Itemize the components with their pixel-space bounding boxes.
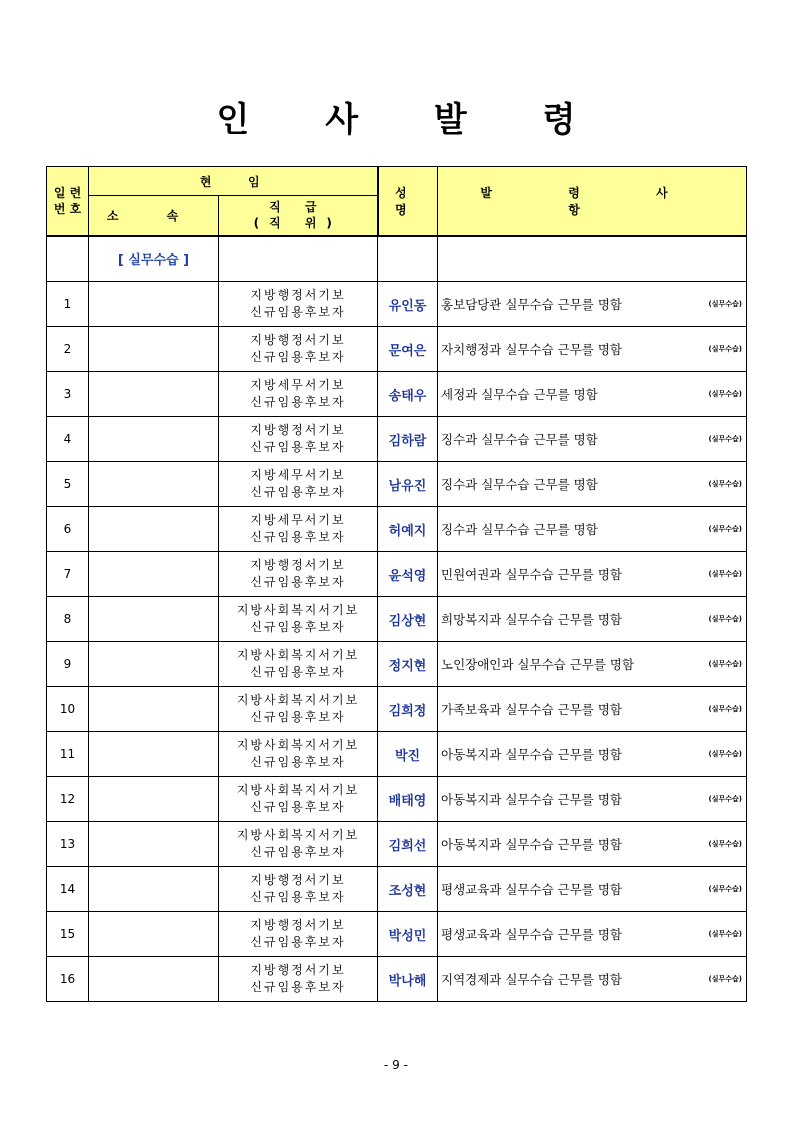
row-serial-number: 6 xyxy=(47,507,89,552)
row-department xyxy=(89,957,219,1002)
row-name: 박진 xyxy=(378,732,438,777)
row-rank-line1: 지방세무서기보 xyxy=(250,468,346,482)
row-department xyxy=(89,417,219,462)
row-order-badge: (실무수습) xyxy=(708,930,742,938)
row-serial-number: 4 xyxy=(47,417,89,462)
row-order-text: 홍보담당관 실무수습 근무를 명함 xyxy=(441,297,622,312)
row-order xyxy=(438,462,747,507)
row-serial-number: 1 xyxy=(47,282,89,327)
row-department xyxy=(89,867,219,912)
row-serial-number: 14 xyxy=(47,867,89,912)
row-name: 박성민 xyxy=(378,912,438,957)
row-serial-number: 9 xyxy=(47,642,89,687)
row-rank-line1: 지방사회복지서기보 xyxy=(236,648,360,662)
row-order-text: 가족보육과 실무수습 근무를 명함 xyxy=(441,702,622,717)
row-order xyxy=(438,282,747,327)
table-row xyxy=(47,732,747,777)
row-rank-line1: 지방행정서기보 xyxy=(250,873,346,887)
row-rank xyxy=(219,327,378,372)
row-order xyxy=(438,732,747,777)
row-serial-number: 15 xyxy=(47,912,89,957)
table-row xyxy=(47,687,747,732)
row-order-badge: (실무수습) xyxy=(708,660,742,668)
row-rank-line2: 신규임용후보자 xyxy=(250,890,346,904)
row-serial-number: 5 xyxy=(47,462,89,507)
row-order-badge: (실무수습) xyxy=(708,300,742,308)
row-rank xyxy=(219,957,378,1002)
row-order-text: 징수과 실무수습 근무를 명함 xyxy=(441,522,598,537)
row-name: 김희선 xyxy=(378,822,438,867)
row-rank xyxy=(219,687,378,732)
row-name: 조성현 xyxy=(378,867,438,912)
row-rank xyxy=(219,822,378,867)
row-order-text: 징수과 실무수습 근무를 명함 xyxy=(441,477,598,492)
row-rank-line1: 지방행정서기보 xyxy=(250,423,346,437)
row-rank xyxy=(219,282,378,327)
row-rank xyxy=(219,642,378,687)
row-order-badge: (실무수습) xyxy=(708,615,742,623)
personnel-table xyxy=(46,166,747,1002)
row-order-text: 평생교육과 실무수습 근무를 명함 xyxy=(441,927,622,942)
row-department xyxy=(89,282,219,327)
row-rank-line1: 지방행정서기보 xyxy=(250,288,346,302)
row-rank xyxy=(219,417,378,462)
row-order-badge: (실무수습) xyxy=(708,480,742,488)
document-title: 인 사 발 령 xyxy=(216,100,608,140)
row-rank-line2: 신규임용후보자 xyxy=(250,845,346,859)
row-name: 김상현 xyxy=(378,597,438,642)
row-serial-number: 13 xyxy=(47,822,89,867)
row-department xyxy=(89,912,219,957)
row-serial-number: 10 xyxy=(47,687,89,732)
row-department xyxy=(89,462,219,507)
row-rank xyxy=(219,867,378,912)
row-serial-number: 3 xyxy=(47,372,89,417)
row-name: 문여은 xyxy=(378,327,438,372)
row-name: 유인동 xyxy=(378,282,438,327)
row-department xyxy=(89,642,219,687)
row-rank-line1: 지방사회복지서기보 xyxy=(236,603,360,617)
row-serial-number: 2 xyxy=(47,327,89,372)
row-serial-number: 16 xyxy=(47,957,89,1002)
row-order xyxy=(438,687,747,732)
row-name: 허예지 xyxy=(378,507,438,552)
row-order xyxy=(438,372,747,417)
row-rank-line2: 신규임용후보자 xyxy=(250,800,346,814)
row-rank-line2: 신규임용후보자 xyxy=(250,305,346,319)
row-rank-line1: 지방사회복지서기보 xyxy=(236,738,360,752)
row-department xyxy=(89,777,219,822)
row-order-badge: (실무수습) xyxy=(708,390,742,398)
row-department xyxy=(89,372,219,417)
row-order xyxy=(438,912,747,957)
row-rank-line1: 지방행정서기보 xyxy=(250,558,346,572)
row-rank-line1: 지방사회복지서기보 xyxy=(236,828,360,842)
header-serial-number-text: 일 련 번 호 xyxy=(53,185,82,216)
row-order xyxy=(438,822,747,867)
table-row xyxy=(47,957,747,1002)
row-name: 김하람 xyxy=(378,417,438,462)
table-row xyxy=(47,552,747,597)
row-order-text: 민원여권과 실무수습 근무를 명함 xyxy=(441,567,622,582)
row-order xyxy=(438,957,747,1002)
section-order-cell xyxy=(438,236,747,282)
header-serial-number xyxy=(47,167,89,236)
row-rank-line2: 신규임용후보자 xyxy=(250,485,346,499)
row-department xyxy=(89,687,219,732)
row-department xyxy=(89,327,219,372)
row-order-badge: (실무수습) xyxy=(708,525,742,533)
row-rank-line2: 신규임용후보자 xyxy=(250,980,346,994)
page-number: - 9 - xyxy=(384,1058,408,1072)
row-order-badge: (실무수습) xyxy=(708,840,742,848)
row-rank-line2: 신규임용후보자 xyxy=(250,530,346,544)
row-order-text: 희망복지과 실무수습 근무를 명함 xyxy=(441,612,622,627)
row-name: 김희정 xyxy=(378,687,438,732)
row-rank-line2: 신규임용후보자 xyxy=(250,665,346,679)
row-rank-line1: 지방행정서기보 xyxy=(250,333,346,347)
row-order-text: 자치행정과 실무수습 근무를 명함 xyxy=(441,342,622,357)
row-order-text: 징수과 실무수습 근무를 명함 xyxy=(441,432,598,447)
section-name-cell xyxy=(378,236,438,282)
row-department xyxy=(89,597,219,642)
row-name: 송태우 xyxy=(378,372,438,417)
row-rank-line1: 지방세무서기보 xyxy=(250,378,346,392)
row-order-badge: (실무수습) xyxy=(708,345,742,353)
row-name: 남유진 xyxy=(378,462,438,507)
table-row xyxy=(47,597,747,642)
row-rank-line2: 신규임용후보자 xyxy=(250,620,346,634)
row-rank-line1: 지방세무서기보 xyxy=(250,513,346,527)
row-order xyxy=(438,597,747,642)
table-row xyxy=(47,282,747,327)
row-rank-line2: 신규임용후보자 xyxy=(250,710,346,724)
table-row xyxy=(47,867,747,912)
header-order: 발 령 사 항 xyxy=(438,167,747,236)
table-row xyxy=(47,462,747,507)
header-rank-text: 직 급 (직 위) xyxy=(253,200,342,231)
table-row xyxy=(47,417,747,462)
header-current-position: 현 임 xyxy=(89,167,378,196)
row-serial-number: 11 xyxy=(47,732,89,777)
row-order-text: 지역경제과 실무수습 근무를 명함 xyxy=(441,972,622,987)
row-order-badge: (실무수습) xyxy=(708,795,742,803)
table-row xyxy=(47,777,747,822)
row-order-badge: (실무수습) xyxy=(708,570,742,578)
header-name: 성 명 xyxy=(378,167,438,236)
row-order-badge: (실무수습) xyxy=(708,435,742,443)
row-department xyxy=(89,507,219,552)
row-rank xyxy=(219,732,378,777)
row-rank xyxy=(219,462,378,507)
row-rank xyxy=(219,507,378,552)
row-rank xyxy=(219,372,378,417)
row-order xyxy=(438,777,747,822)
table-row xyxy=(47,912,747,957)
row-order-text: 세정과 실무수습 근무를 명함 xyxy=(441,387,598,402)
row-rank-line2: 신규임용후보자 xyxy=(250,350,346,364)
row-rank-line1: 지방사회복지서기보 xyxy=(236,783,360,797)
row-order-text: 아동복지과 실무수습 근무를 명함 xyxy=(441,837,622,852)
row-name: 윤석영 xyxy=(378,552,438,597)
table-row xyxy=(47,372,747,417)
table-row xyxy=(47,822,747,867)
row-order xyxy=(438,642,747,687)
row-rank-line1: 지방행정서기보 xyxy=(250,963,346,977)
row-name: 배태영 xyxy=(378,777,438,822)
row-order-badge: (실무수습) xyxy=(708,885,742,893)
table-row xyxy=(47,507,747,552)
table-row xyxy=(47,642,747,687)
row-name: 정지현 xyxy=(378,642,438,687)
row-rank xyxy=(219,912,378,957)
row-rank-line2: 신규임용후보자 xyxy=(250,440,346,454)
row-order xyxy=(438,507,747,552)
row-department xyxy=(89,552,219,597)
row-rank-line2: 신규임용후보자 xyxy=(250,575,346,589)
row-rank-line2: 신규임용후보자 xyxy=(250,935,346,949)
section-rank-cell xyxy=(219,236,378,282)
row-serial-number: 12 xyxy=(47,777,89,822)
row-name: 박나해 xyxy=(378,957,438,1002)
row-department xyxy=(89,732,219,777)
row-serial-number: 8 xyxy=(47,597,89,642)
row-order-text: 아동복지과 실무수습 근무를 명함 xyxy=(441,747,622,762)
row-order xyxy=(438,552,747,597)
row-rank-line1: 지방행정서기보 xyxy=(250,918,346,932)
table-row xyxy=(47,327,747,372)
row-order-text: 노인장애인과 실무수습 근무를 명함 xyxy=(441,657,635,672)
row-rank-line2: 신규임용후보자 xyxy=(250,755,346,769)
row-order-text: 평생교육과 실무수습 근무를 명함 xyxy=(441,882,622,897)
row-order xyxy=(438,867,747,912)
row-department xyxy=(89,822,219,867)
row-rank xyxy=(219,597,378,642)
header-department: 소 속 xyxy=(89,196,219,236)
row-order-text: 아동복지과 실무수습 근무를 명함 xyxy=(441,792,622,807)
row-rank-line1: 지방사회복지서기보 xyxy=(236,693,360,707)
row-order-badge: (실무수습) xyxy=(708,750,742,758)
section-label: [ 실무수습 ] xyxy=(89,236,219,282)
row-serial-number: 7 xyxy=(47,552,89,597)
row-rank xyxy=(219,777,378,822)
row-rank xyxy=(219,552,378,597)
section-seq-cell xyxy=(47,236,89,282)
header-rank xyxy=(219,196,378,236)
row-rank-line2: 신규임용후보자 xyxy=(250,395,346,409)
row-order xyxy=(438,327,747,372)
row-order-badge: (실무수습) xyxy=(708,975,742,983)
row-order xyxy=(438,417,747,462)
row-order-badge: (실무수습) xyxy=(708,705,742,713)
